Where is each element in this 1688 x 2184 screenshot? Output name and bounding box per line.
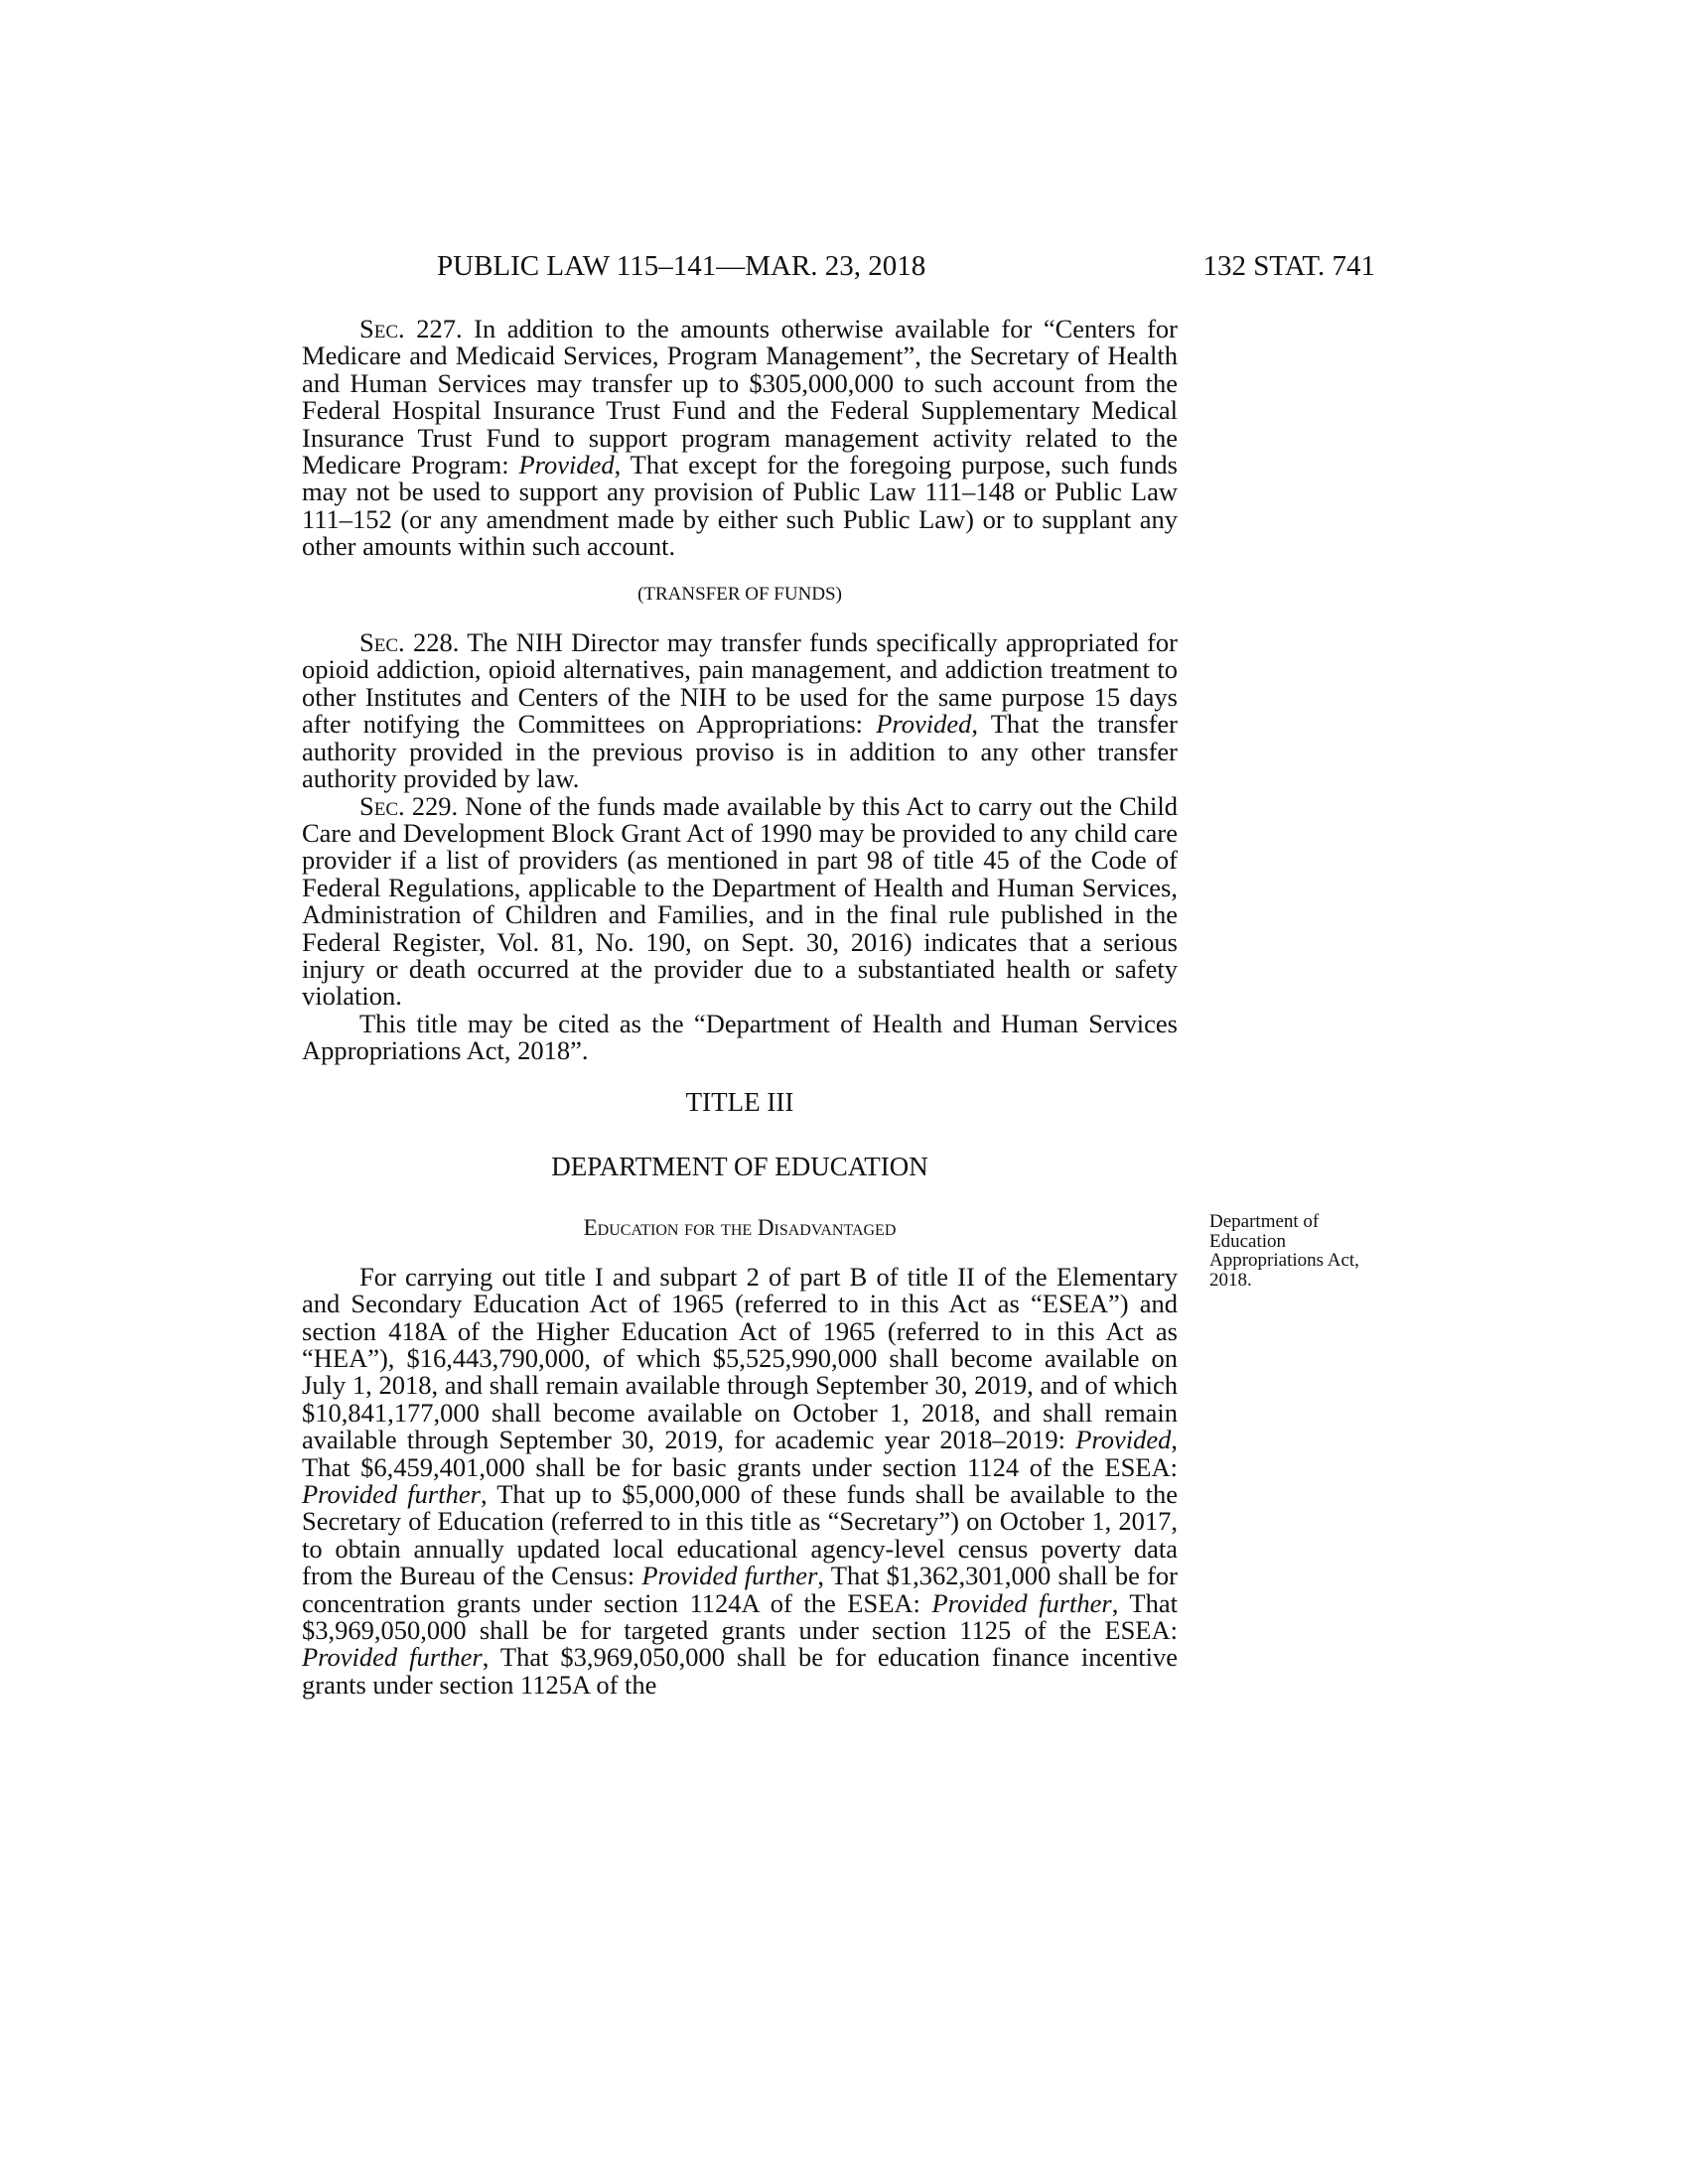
main-text-column — [302, 316, 1178, 1699]
section-228-text: . 228. The NIH Director may transfer funds specifically appropriated for opioid addiction, opioid alternatives, pain management, and addiction treatment to other Institutes and Centers of the NIH to be used for the same purpose 15 days after notifying the Committees on Appropriations: — [302, 627, 1178, 740]
section-227-text-continued: , That except for the foregoing purpose, such funds may not be used to support any provision of Public Law 111–148 or Public Law 111–152 (or any amendment made by either such Public Law) or to supplant any other amounts within such account. — [302, 450, 1178, 562]
education-paragraph — [302, 1261, 1179, 1700]
section-label: Sec — [359, 314, 399, 343]
section-229-paragraph — [302, 790, 1178, 1012]
citation-paragraph: This title may be cited as the “Department of Health and Human Services Appropriations Act, 2018”. — [302, 1008, 1178, 1066]
section-227-text: . 227. In addition to the amounts otherwise available for “Centers for Medicare and Medicaid Services, Program Management”, the Secretary of Health and Human Services may transfer up to $305,000,000 to such account from the Federal Hospital Insurance Trust Fund and the Federal Supplementary Medical Insurance Trust Fund to support program management activity related to the Medicare Program: — [302, 314, 1178, 480]
section-229-text: . 229. None of the funds made available by this Act to carry out the Child Care and Development Block Grant Act of 1990 may be provided to any child care provider if a list of providers (as mentioned in part 98 of title 45 of the Code of Federal Regulations, applicable to the Department of Health and Human Services, Administration of Children and Families, and in the final rule published in the Federal Register, Vol. 81, No. 190, on Sept. 30, 2016) indicates that a serious injury or death occurred at the provider due to a substantiated health or safety violation. — [302, 790, 1178, 1012]
section-label: Sec — [359, 790, 399, 821]
running-head-title: PUBLIC LAW 115–141—MAR. 23, 2018 — [437, 250, 926, 282]
education-text-3: , That up to $5,000,000 of these funds shall be available to the Secretary of Education (referred to in this title as “Secretary”) on October 1, 2017, to obtain annually updated local educational agency-level census poverty data from the Bureau of the Census: — [302, 1479, 1179, 1591]
education-text-6: , That $3,969,050,000 shall be for education finance incentive grants under section 1125A of the — [302, 1642, 1178, 1700]
page-stat-number: 132 STAT. 741 — [1202, 250, 1375, 282]
section-label: Sec — [359, 627, 399, 658]
proviso-italic: Provided — [518, 450, 615, 480]
proviso-italic: Provided further — [931, 1587, 1112, 1618]
proviso-italic: Provided further — [302, 1479, 481, 1510]
proviso-italic: Provided — [876, 709, 972, 740]
proviso-italic: Provided further — [302, 1642, 483, 1673]
section-228-paragraph — [302, 629, 1178, 792]
education-text-4: , That $1,362,301,000 shall be for concentration grants under section 1124A of the ESEA: — [302, 1561, 1178, 1618]
section-228-text-continued: , That the transfer authority provided in the previous proviso is in addition to any other transfer authority provided by law. — [302, 709, 1178, 794]
title-heading: TITLE III — [685, 1086, 794, 1117]
section-227-paragraph — [302, 316, 1178, 561]
section-heading: Education for the Disadvantaged — [583, 1215, 897, 1241]
margin-note: Department of Education Appropriations Act, 2018. — [1209, 1211, 1359, 1291]
transfer-of-funds-heading: (TRANSFER OF FUNDS) — [637, 583, 842, 605]
department-heading: DEPARTMENT OF EDUCATION — [551, 1151, 928, 1181]
education-text-2: , That $6,459,401,000 shall be for basic grants under section 1124 of the ESEA: — [302, 1425, 1178, 1482]
proviso-italic: Provided — [1075, 1425, 1172, 1455]
page-header — [298, 250, 1375, 290]
education-text-1: For carrying out title I and subpart 2 of part B of title II of the Elementary and Secondary Education Act of 1965 (referred to in this Act as “ESEA”) and section 418A of the Higher Education Act of 1965 (referred to in this Act as “HEA”), $16,443,790,000, of which $5,525,990,000 shall become available on July 1, 2018, and shall remain available through September 30, 2019, and of which $10,841,177,000 shall become available on October 1, 2018, and shall remain available through September 30, 2019, for academic year 2018–2019: — [302, 1261, 1178, 1455]
proviso-italic: Provided further — [641, 1561, 818, 1591]
education-text-5: , That $3,969,050,000 shall be for targeted grants under section 1125 of the ESEA: — [302, 1587, 1178, 1646]
